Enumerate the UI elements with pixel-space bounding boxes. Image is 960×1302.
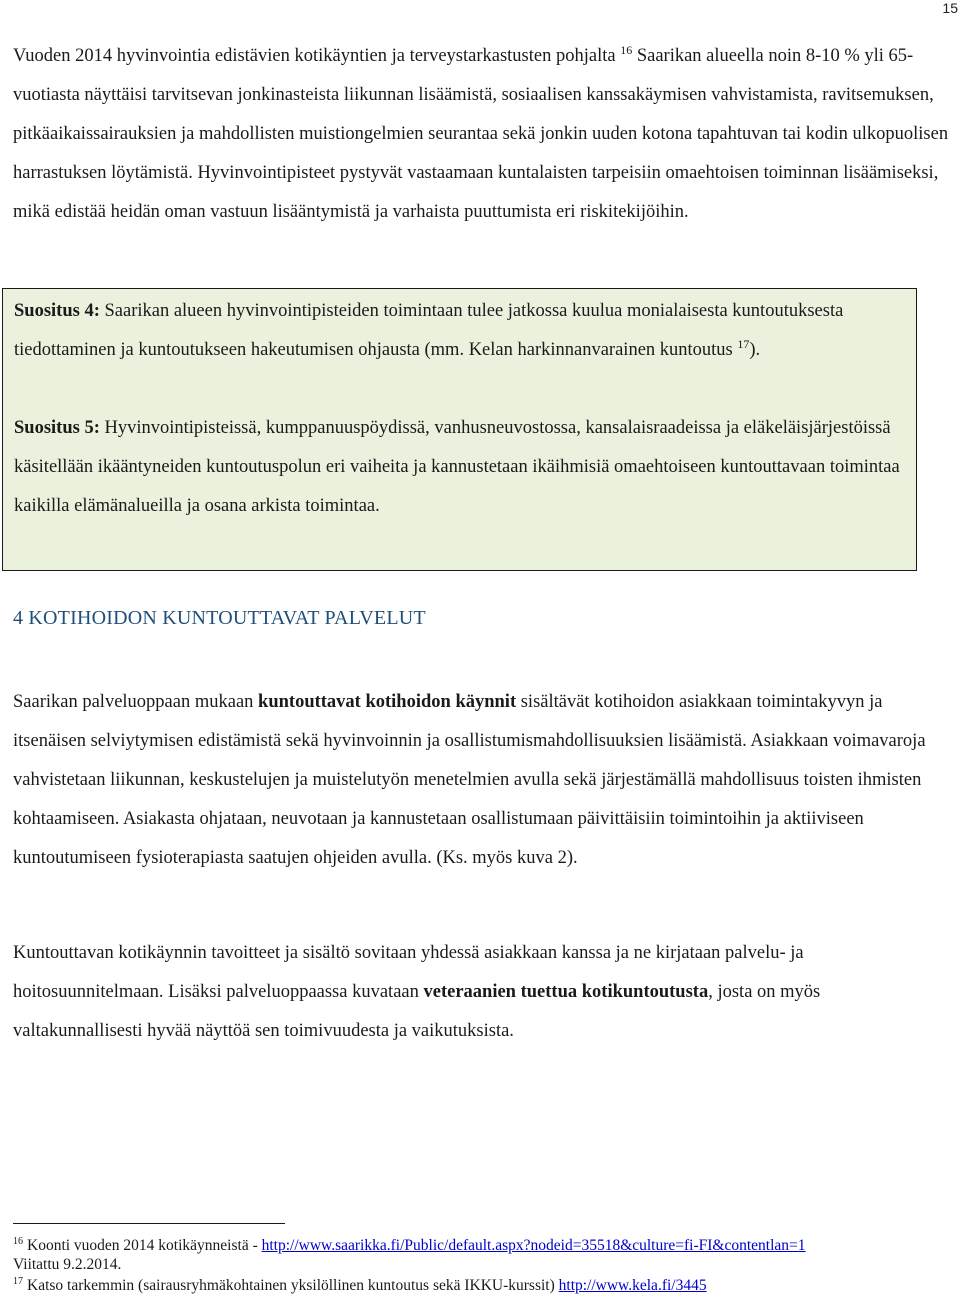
- footnote-text: Koonti vuoden 2014 kotikäynneistä -: [27, 1237, 258, 1254]
- footnote-divider: [13, 1223, 285, 1224]
- footnote-ref-16[interactable]: 16: [620, 43, 633, 57]
- recommendation-5-text: Hyvinvointipisteissä, kumppanuuspöydissä, vanhusneuvostossa, kansalaisraadeissa ja eläkeläisjärjestöissä käsitellään ikääntyneiden kuntoutuspolun eri vaiheita ja kannustetaan ikäihmisiä omaehtoiseen kuntouttavaan toimintaa kaikilla elämänalueilla ja osana arkista toimintaa.: [14, 418, 900, 516]
- intro-text: Vuoden 2014 hyvinvointia edistävien kotikäyntien ja terveystarkastusten pohjalta: [13, 46, 616, 66]
- footnote-16: [13, 1236, 953, 1274]
- recommendation-4-text: Saarikan alueen hyvinvointipisteiden toimintaan tulee jatkossa kuulua monialaisesta kuntoutuksesta tiedottaminen ja kuntoutukseen hakeutumisen ohjausta (mm. Kelan harkinnanvarainen kuntoutus: [14, 301, 844, 360]
- page-number: 15: [942, 0, 958, 16]
- recommendation-5-label: Suositus 5:: [14, 418, 100, 438]
- paragraph-text-cont: , josta on myös valtakunnallisesti hyvää näyttöä sen toimivuudesta ja vaikutuksista.: [13, 982, 821, 1041]
- recommendation-4-label: Suositus 4:: [14, 301, 100, 321]
- paragraph-text: Saarikan palveluoppaan mukaan: [13, 692, 254, 712]
- recommendation-4: [14, 292, 910, 370]
- footnote-link[interactable]: http://www.saarikka.fi/Public/default.aspx?nodeid=35518&culture=fi-FI&contentlan=1: [261, 1237, 806, 1254]
- footnote-ref-17[interactable]: 17: [737, 337, 750, 351]
- paragraph-text-cont: sisältävät kotihoidon asiakkaan toimintakyvyn ja itsenäisen selviytymisen edistämistä sekä hyvinvoinnin ja osallistumismahdollisuuksien lisäämistä. Asiakkaan voimavaroja vahvistetaan liikunnan, keskustelujen ja muistelutyön menetelmien avulla sekä järjestämällä mahdollisuus toisten ihmisten kohtaamiseen. Asiakasta ohjataan, neuvotaan ja kannustetaan osallistumaan päivittäisiin toimintoihin ja aktiiviseen kuntoutumiseen fysioterapiasta saatujen ohjeiden avulla. (Ks. myös kuva 2).: [13, 692, 926, 868]
- recommendation-box: [2, 288, 917, 571]
- paragraph-bold: kuntouttavat kotihoidon käynnit: [258, 692, 517, 712]
- intro-paragraph: [13, 37, 953, 232]
- intro-text-cont: Saarikan alueella noin 8-10 % yli 65-vuotiasta näyttäisi tarvitsevan jonkinasteista liikunnan lisäämistä, sosiaalisen kanssakäymisen vahvistamista, ravitsemuksen, pitkäaikaissairauksien ja mahdollisten muistiongelmien seurantaa sekä jonkin uuden kotona tapahtuvan tai kodin ulkopuolisen harrastuksen löytämistä. Hyvinvointipisteet pystyvät vastaamaan kuntalaisten tarpeisiin omaehtoisen toiminnan lisäämiseksi, mikä edistää heidän oman vastuun lisääntymistä ja varhaista puuttumista eri riskitekijöihin.: [13, 46, 949, 222]
- recommendation-4-end: ).: [749, 340, 761, 360]
- paragraph-kotihoito: [13, 683, 953, 878]
- footnote-text: Katso tarkemmin (sairausryhmäkohtainen yksilöllinen kuntoutus sekä IKKU-kurssit): [27, 1277, 555, 1294]
- footnote-17: [13, 1276, 953, 1295]
- paragraph-tavoitteet: [13, 934, 953, 1051]
- paragraph-bold: veteraanien tuettua kotikuntoutusta: [423, 982, 709, 1002]
- paragraph-text: Kuntouttavan kotikäynnin tavoitteet ja sisältö sovitaan yhdessä asiakkaan kanssa ja ne kirjataan palvelu- ja hoitosuunnitelmaan. Lisäksi palveluoppaassa kuvataan: [13, 943, 804, 1002]
- footnote-number: 16: [13, 1236, 23, 1247]
- footnote-number: 17: [13, 1276, 23, 1287]
- footnote-text-line2: Viitattu 9.2.2014.: [13, 1256, 122, 1273]
- recommendation-5: [14, 409, 910, 526]
- footnote-link[interactable]: http://www.kela.fi/3445: [558, 1277, 707, 1294]
- section-heading: 4 KOTIHOIDON KUNTOUTTAVAT PALVELUT: [13, 607, 426, 629]
